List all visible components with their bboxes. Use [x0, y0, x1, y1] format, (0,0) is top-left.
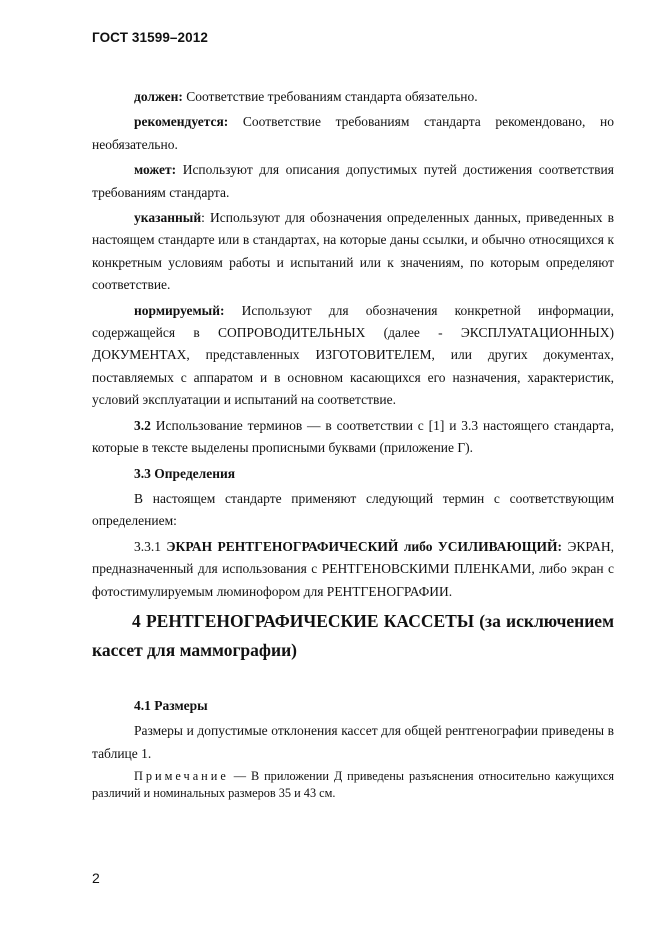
- note-paragraph: [92, 768, 614, 802]
- term-text: : Используют для обозначения определенных данных, приведенных в настоящем стандарте или в стандартах, на которые даны ссылки, и обычно относящихся к конкретным условиям работы и испытаний или к значениям, по которым определяют соответствие.: [92, 210, 614, 293]
- term-text: Соответствие требованиям стандарта рекомендовано, но необязательно.: [92, 114, 614, 152]
- clause-number: 3.2: [134, 417, 151, 433]
- note-text: — В приложении Д приведены разъяснения относительно кажущихся различий и номинальных размеров 35 и 43 см.: [92, 769, 614, 801]
- term-text: Соответствие требованиям стандарта обязательно.: [182, 89, 478, 104]
- note-label: Примечание: [134, 769, 229, 784]
- term-text: Используют для обозначения конкретной информации, содержащейся в СОПРОВОДИТЕЛЬНЫХ (далее - ЭКСПЛУАТАЦИОННЫХ) ДОКУМЕНТАХ, представленных ИЗГОТОВИТЕЛЕМ, или других документах, поставляемых с аппаратом и в основном касающихся его назначения, характеристик, условий эксплуатации и испытаний на соответствие.: [92, 302, 614, 408]
- page-body: [92, 86, 614, 802]
- term-label: должен:: [134, 89, 183, 104]
- spacer: [92, 665, 614, 695]
- subsection-heading: 3.3 Определения: [134, 465, 236, 481]
- term-label: указанный: [134, 210, 202, 226]
- definition-number: 3.3.1: [134, 538, 167, 554]
- definition-term: ЭКРАН РЕНТГЕНОГРАФИЧЕСКИЙ либо УСИЛИВАЮЩИЙ:: [166, 538, 563, 554]
- subsection-heading: 4.1 Размеры: [134, 697, 208, 713]
- page-number: 2: [92, 870, 100, 886]
- definition-3-3-1: [92, 536, 614, 603]
- term-text: Используют для описания допустимых путей достижения соответствия требованиям стандарта.: [92, 162, 614, 200]
- term-paragraph: [92, 207, 614, 297]
- term-paragraph: [92, 300, 614, 412]
- definitions-intro: В настоящем стандарте применяют следующий термин с соответствующим определением:: [92, 490, 614, 529]
- definition-text: ЭКРАН, предназначенный для использования с РЕНТГЕНОВСКИМИ ПЛЕНКАМИ, либо экран с фотостимулируемым люминофором для РЕНТГЕНОГРАФИИ.: [92, 538, 615, 599]
- term-label: может:: [134, 162, 177, 178]
- clause-text: Использование терминов — в соответствии с [1] и 3.3 настоящего стандарта, которые в тексте выделены прописными буквами (приложение Г).: [92, 417, 614, 456]
- term-paragraph: [92, 86, 614, 108]
- term-paragraph: [92, 159, 614, 204]
- term-paragraph: [92, 111, 614, 156]
- clause-3-2: [92, 415, 614, 460]
- section-4-title: 4 РЕНТГЕНОГРАФИЧЕСКИЕ КАССЕТЫ (за исключением кассет для маммографии): [92, 610, 614, 660]
- term-label: нормируемый:: [134, 302, 225, 318]
- section-4-1-paragraph: Размеры и допустимые отклонения кассет для общей рентгенографии приведены в таблице 1.: [92, 723, 614, 761]
- term-label: рекомендуется:: [134, 114, 229, 130]
- document-code-header: ГОСТ 31599–2012: [92, 30, 208, 45]
